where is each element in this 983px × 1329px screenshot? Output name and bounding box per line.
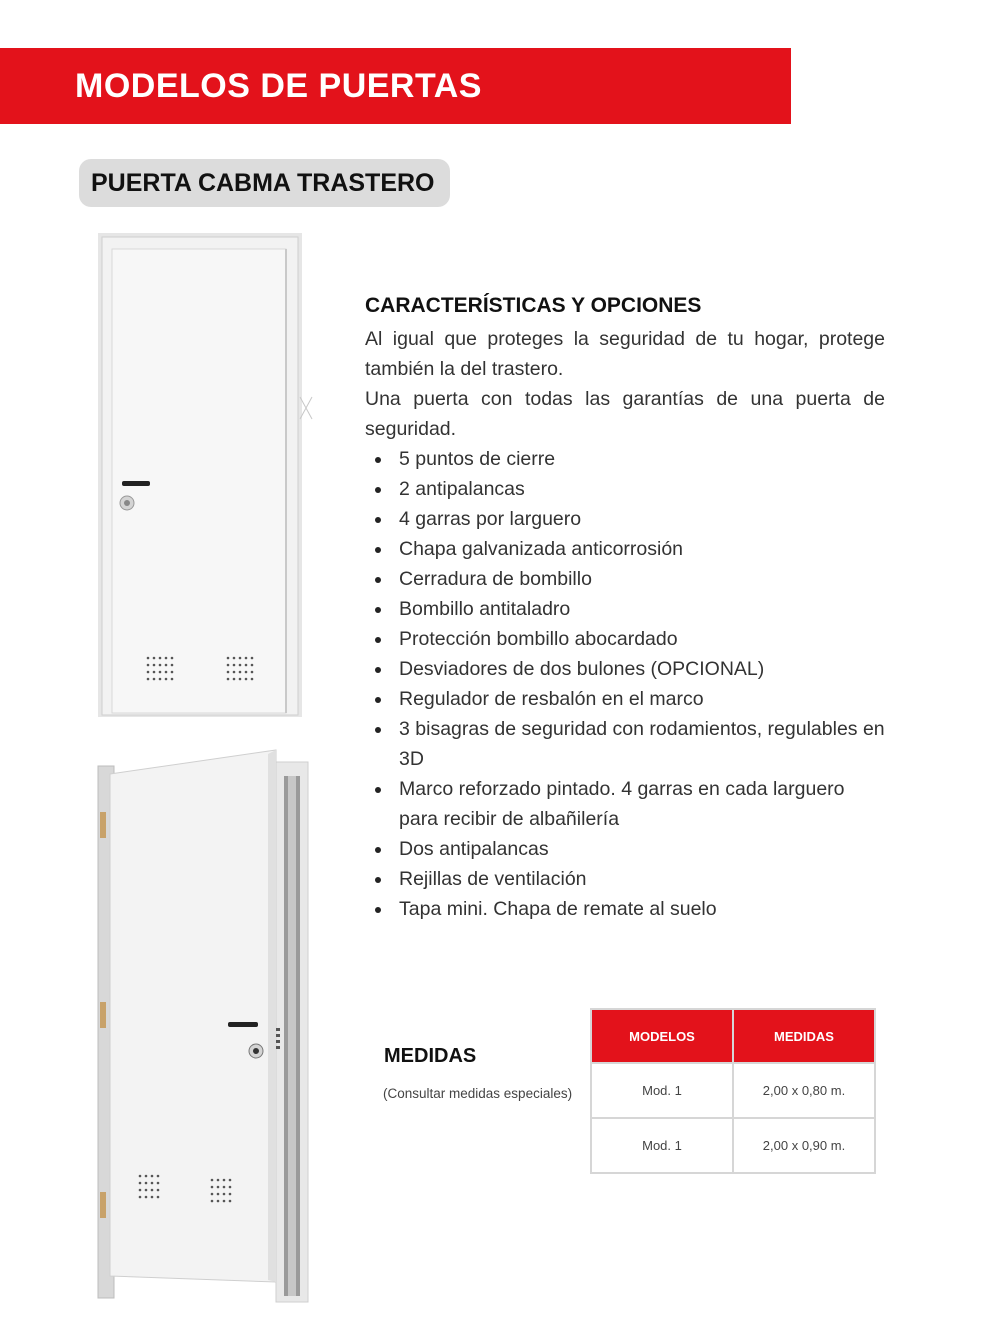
product-name: PUERTA CABMA TRASTERO (91, 169, 435, 197)
list-item: 2 antipalancas (399, 474, 885, 504)
table-header-row (591, 1009, 875, 1063)
column-header: MODELOS (591, 1009, 733, 1063)
intro-paragraph: Una puerta con todas las garantías de una puerta de seguridad. (365, 388, 885, 440)
list-item: Protección bombillo abocardado (399, 624, 885, 654)
list-item: 5 puntos de cierre (399, 444, 885, 474)
list-item: Bombillo antitaladro (399, 594, 885, 624)
measures-table (590, 1008, 876, 1174)
measures-note: (Consultar medidas especiales) (383, 1086, 573, 1101)
features-heading: CARACTERÍSTICAS Y OPCIONES (365, 294, 702, 317)
table-cell: Mod. 1 (591, 1063, 733, 1118)
features-section (365, 292, 885, 924)
column-header: MEDIDAS (733, 1009, 875, 1063)
page-title: MODELOS DE PUERTAS (75, 67, 482, 105)
intro-paragraph: Al igual que proteges la seguridad de tu hogar, protege también la del trastero. (365, 328, 885, 380)
list-item: Cerradura de bombillo (399, 564, 885, 594)
list-item: 4 garras por larguero (399, 504, 885, 534)
list-item: Tapa mini. Chapa de remate al suelo (399, 894, 885, 924)
table-row (591, 1063, 875, 1118)
table-cell: 2,00 x 0,90 m. (733, 1118, 875, 1173)
table-cell: 2,00 x 0,80 m. (733, 1063, 875, 1118)
list-item: Rejillas de ventilación (399, 864, 885, 894)
list-item: Chapa galvanizada anticorrosión (399, 534, 885, 564)
list-item: Marco reforzado pintado. 4 garras en cada larguero para recibir de albañilería (399, 774, 885, 834)
list-item: Desviadores de dos bulones (OPCIONAL) (399, 654, 885, 684)
measures-title: MEDIDAS (384, 1045, 477, 1067)
table-row (591, 1118, 875, 1173)
features-list (365, 444, 885, 924)
table-cell: Mod. 1 (591, 1118, 733, 1173)
list-item: Dos antipalancas (399, 834, 885, 864)
list-item: Regulador de resbalón en el marco (399, 684, 885, 714)
open-door-image (88, 748, 314, 1308)
closed-door-image (98, 233, 320, 719)
list-item: 3 bisagras de seguridad con rodamientos, regulables en 3D (399, 714, 885, 774)
